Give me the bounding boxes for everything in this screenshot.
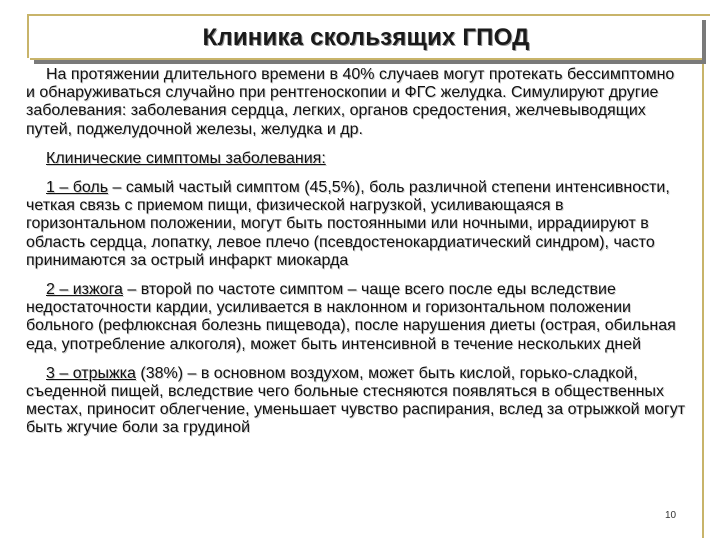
symptom-heartburn-term: 2 – изжога [46,281,123,299]
symptom-heartburn [26,281,686,354]
symptom-heartburn-text: – второй по частоте симптом – чаще всего после еды вследствие недостаточности кардии, усиливается в наклонном и горизонтальном положении больного (рефлюксная болезнь пищевода), после нарушения диеты (острая, обильная еда, употребление алкоголя), может быть интенсивной в течение нескольких дней [26,281,676,353]
symptom-pain-text: – самый частый симптом (45,5%), боль различной степени интенсивности, четкая связь с приемом пищи, физической нагрузкой, усиливающаяся в горизонтальном положении, могут быть постоянными или ночными, иррадиируют в область сердца, лопатку, левое плечо (псевдостенокардиатический синдром), часто принимаются за острый инфаркт миокарда [26,179,670,269]
symptoms-heading-text: Клинические симптомы заболевания: [46,149,326,167]
symptom-belching-text: (38%) – в основном воздухом, может быть кислой, горько-сладкой, съеденной пищей, вследствие чего больные стесняются появляться в общественных местах, приносит облегчение, уменьшает чувство распирания, вслед за отрыжкой могут быть жгучие боли за грудиной [26,364,686,437]
intro-paragraph: На протяжении длительного времени в 40% случаев могут протекать бессимптомно и обнаруживаться случайно при рентгеноскопии и ФГС желудка. Симулируют другие заболевания: заболевания сердца, легких, органов средостения, желчевыводящих путей, поджелудочной железы, желудка и др. [26,66,675,138]
symptom-pain [26,179,686,270]
left-border-line [27,14,29,58]
symptom-pain-term: 1 – боль [46,179,109,197]
page-number: 10 [665,510,677,521]
slide-body [26,66,686,449]
symptom-belching-term: 3 – отрыжка [46,364,136,382]
slide-title: Клиника скользящих ГПОД [202,24,530,51]
symptom-belching [26,365,686,438]
right-border-line [702,58,704,538]
symptoms-heading [26,150,686,168]
